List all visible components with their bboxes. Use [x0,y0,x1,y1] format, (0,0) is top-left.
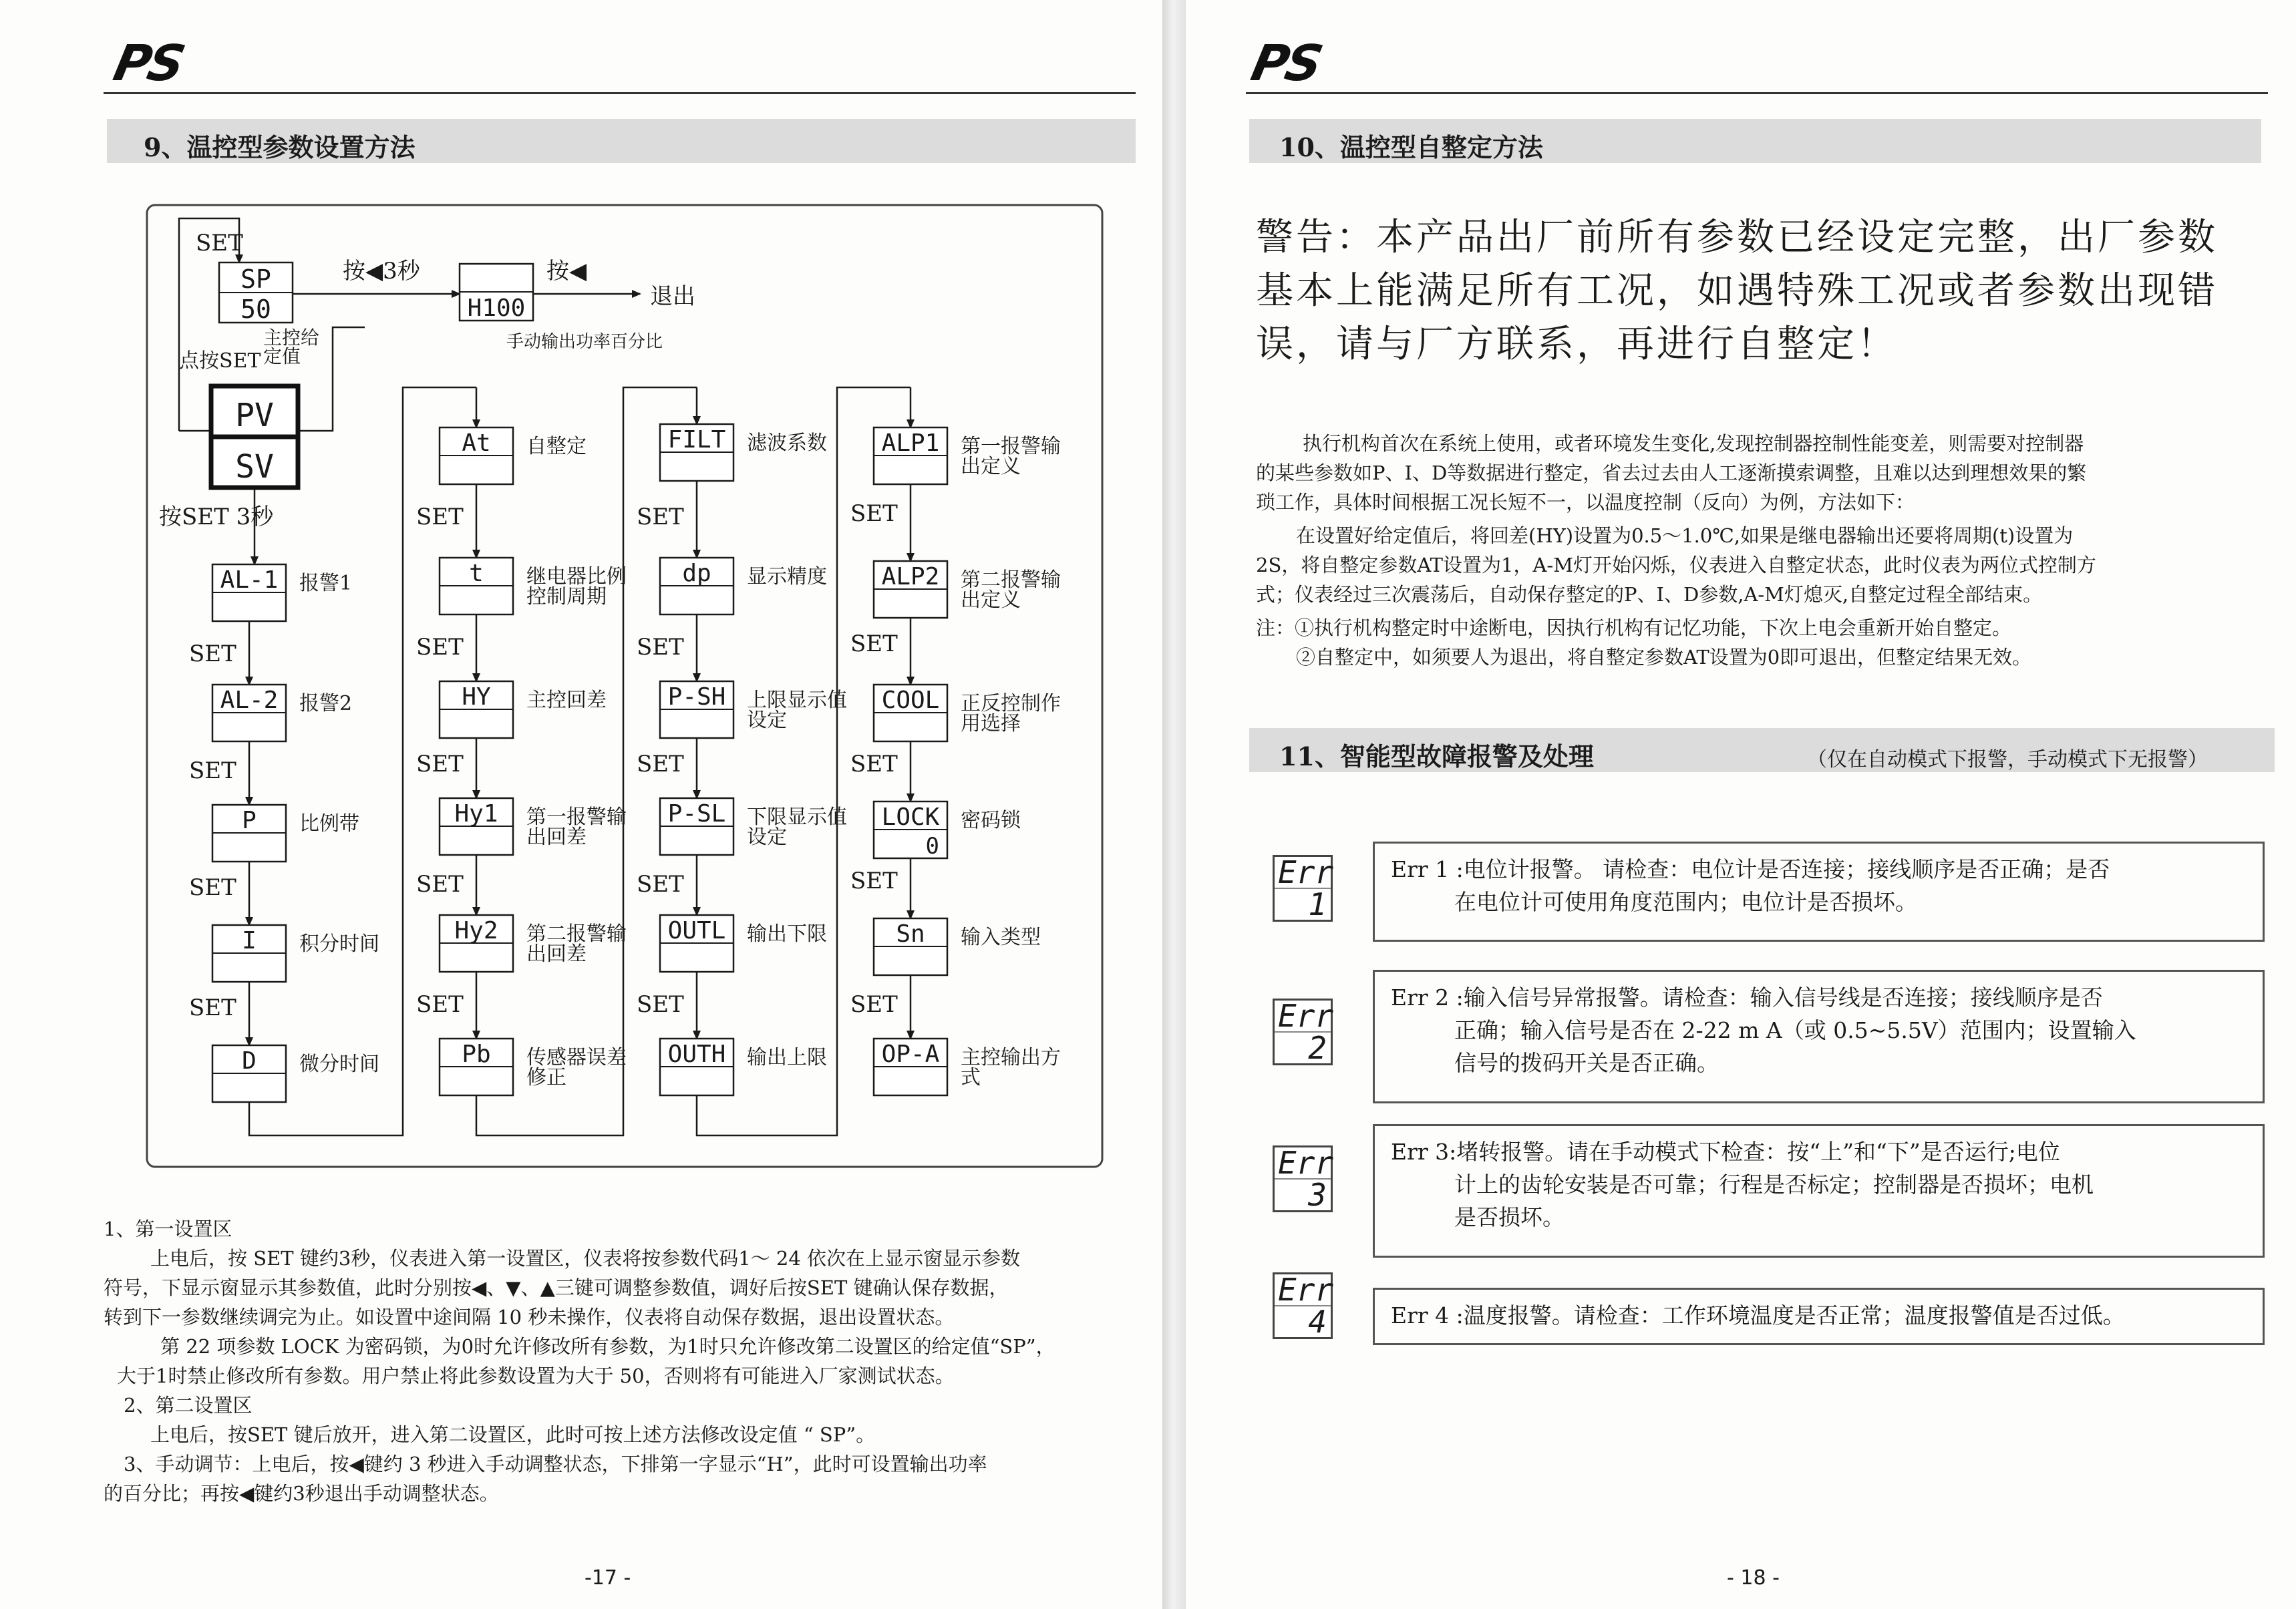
section-11-note: （仅在自动模式下报警，手动模式下无报警） [1807,748,2208,771]
set-label: SET [850,500,898,527]
text-line: 转到下一参数继续调完为止。如设置中途间隔 10 秒未操作，仪表将自动保存数据，退出设置状态。 [104,1306,955,1328]
h100-code: H100 [467,295,526,322]
param-code: OUTL [667,917,726,944]
param-desc: 第一报警输出定义 [961,435,1061,478]
param-code: OP-A [881,1041,940,1068]
set-label: SET [637,634,684,661]
set-label: SET [416,751,464,777]
exit-label: 退出 [650,283,695,310]
text-line: 上电后，按SET 键后放开，进入第二设置区，此时可按上述方法修改设定值 “ SP”。 [150,1423,876,1446]
press-set-3s-label: 按SET 3秒 [159,504,274,530]
err1-display-icon: Err 1 [1273,855,1333,922]
set-label: SET [637,991,684,1018]
err2-line: Err 2 :输入信号异常报警。请检查：输入信号线是否连接；接线顺序是否 [1391,985,2103,1011]
param-code: COOL [881,687,940,714]
click-set-label: 点按SET [179,349,261,373]
err3-line: 是否损坏。 [1454,1204,1565,1230]
book-spine [1162,0,1186,1609]
brand-logo: PS [1246,35,1325,92]
param-desc: 第二报警输出回差 [526,922,627,966]
text-line: 琐工作，具体时间根据工况长短不一，以温度控制（反向）为例，方法如下： [1256,491,1915,514]
warning-line: 误，请与厂方联系，再进行自整定！ [1256,323,1897,366]
set-label: SET [189,995,236,1021]
err1-line: Err 1 :电位计报警。 请检查：电位计是否连接；接线顺序是否正确；是否 [1391,856,2110,882]
text-line: 3、手动调节：上电后，按◀键约 3 秒进入手动调整状态，下排第一字显示“H”，此时可设置输出功率 [124,1453,987,1475]
brand-logo: PS [108,35,188,92]
param-desc: 滤波系数 [747,431,827,455]
text-line: 符号，下显示窗显示其参数值，此时分别按◀、▼、▲三键可调整参数值，调好后按SET 键确认保存数据， [104,1276,1009,1299]
text-line: 注：①执行机构整定时中途断电，因执行机构有记忆功能，下次上电会重新开始自整定。 [1256,616,2012,639]
set-label: SET [850,751,898,777]
param-desc: 主控回差 [526,689,607,712]
text-line: 2S，将自整定参数AT设置为1，A-M灯开始闪烁，仪表进入自整定状态，此时仪表为两位式控制方 [1256,554,2096,576]
err3-description-box [1373,1124,2265,1258]
err4-line: Err 4 :温度报警。请检查：工作环境温度是否正常；温度报警值是否过低。 [1391,1302,2125,1328]
set-label: SET [189,757,236,784]
param-code: Hy1 [454,800,498,828]
param-code: t [469,560,484,587]
warning-line: 基本上能满足所有工况，如遇特殊工况或者参数出现错 [1256,269,2218,313]
param-code: D [242,1047,257,1075]
set-label: SET [850,991,898,1018]
set-label: SET [850,631,898,657]
err1-description-box [1373,842,2265,942]
press-left-label: 按◀ [546,258,587,285]
param-desc: 输入类型 [961,926,1041,949]
param-desc: 输出上限 [747,1046,827,1069]
set-label: SET [416,991,464,1018]
text-line: ②自整定中，如须要人为退出，将自整定参数AT设置为0即可退出，但整定结果无效。 [1296,646,2032,669]
sp-code: SP [240,264,271,294]
page-number: -17 - [585,1566,631,1590]
section-11-title: 11、智能型故障报警及处理 [1279,741,1594,771]
set-label: SET [637,751,684,777]
set-label: SET [189,874,236,901]
section-10-title: 10、温控型自整定方法 [1279,132,1543,162]
param-code: ALP1 [881,429,940,457]
param-desc: 自整定 [526,435,587,458]
err3-line: Err 3:堵转报警。请在手动模式下检查：按“上”和“下”是否运行;电位 [1391,1139,2060,1165]
param-desc: 比例带 [299,812,359,836]
sp-note: 主控给定值 [263,327,320,367]
set-label: SET [637,504,684,530]
param-desc: 密码锁 [961,809,1021,832]
right-page [1186,0,2296,1609]
text-line: 执行机构首次在系统上使用，或者环境发生变化,发现控制器控制性能变差，则需要对控制器 [1303,432,2084,455]
param-desc: 积分时间 [299,932,379,956]
err4-display-icon: Err 4 [1273,1272,1333,1339]
warning-line: 警告：本产品出厂前所有参数已经设定完整，出厂参数 [1256,216,2218,259]
param-desc: 下限显示值设定 [747,806,847,849]
err3-line: 计上的齿轮安装是否可靠；行程是否标定；控制器是否损坏；电机 [1454,1172,2094,1198]
sp-value: 50 [240,295,271,324]
set-label: SET [416,504,464,530]
param-code: AL-1 [220,566,279,594]
press-left-3s-label: 按◀3秒 [343,258,420,285]
param-desc: 报警2 [299,692,353,715]
err2-line: 信号的拨码开关是否正确。 [1454,1050,1719,1076]
text-line: 1、第一设置区 [104,1218,232,1240]
text-line: 上电后，按 SET 键约3秒，仪表进入第一设置区，仪表将按参数代码1～ 24 依次在上显示窗显示参数 [150,1247,1021,1270]
err1-line: 在电位计可使用角度范围内；电位计是否损坏。 [1454,889,1917,915]
param-code: P-SH [667,683,726,711]
param-code: LOCK [881,803,940,831]
set-label: SET [196,230,243,256]
param-desc: 传感器误差修正 [526,1046,627,1089]
set-label: SET [850,868,898,894]
manual-note: 手动输出功率百分比 [506,332,663,352]
err4-description-box [1373,1288,2265,1345]
param-desc: 显示精度 [747,565,827,588]
param-desc: 第二报警输出定义 [961,568,1061,612]
set-label: SET [637,871,684,898]
param-code: Pb [462,1041,491,1068]
set-label: SET [416,871,464,898]
param-code: P [242,807,257,834]
err3-display-icon: Err 3 [1273,1145,1333,1212]
set-label: SET [416,634,464,661]
param-desc: 上限显示值设定 [747,689,847,732]
param-code: At [462,429,491,457]
param-code: ALP2 [881,563,940,590]
err2-description-box [1373,970,2265,1103]
sv-label: SV [235,448,274,486]
param-desc: 第一报警输出回差 [526,806,627,849]
param-code: HY [462,683,491,711]
page-number: - 18 - [1727,1566,1780,1590]
err2-line: 正确；输入信号是否在 2-22 m A（或 0.5~5.5V）范围内；设置输入 [1454,1017,2136,1043]
text-line: 的百分比；再按◀键约3秒退出手动调整状态。 [104,1482,499,1505]
section-9-title: 9、温控型参数设置方法 [144,132,416,162]
param-code: Sn [896,920,925,948]
set-label: SET [189,641,236,667]
param-value: 0 [925,833,939,860]
text-line: 2、第二设置区 [124,1394,253,1417]
param-desc: 微分时间 [299,1053,379,1076]
param-code: AL-2 [220,687,279,714]
param-desc: 继电器比例控制周期 [526,565,627,608]
text-line: 在设置好给定值后，将回差(HY)设置为0.5～1.0℃,如果是继电器输出还要将周期(t)设置为 [1296,524,2074,547]
header-rule [1246,92,2268,94]
param-desc: 报警1 [299,572,353,595]
param-code: FILT [667,426,726,454]
text-line: 式；仪表经过三次震荡后，自动保存整定的P、I、D参数,A-M灯熄灭,自整定过程全部结束。 [1256,583,2043,606]
param-code: P-SL [667,800,726,828]
param-desc: 主控输出方式 [961,1046,1061,1089]
pv-label: PV [235,397,274,434]
parameter-flow-diagram [146,204,1108,1172]
text-line: 第 22 项参数 LOCK 为密码锁，为0时允许修改所有参数，为1时只允许修改第二设置区的给定值“SP”， [160,1335,1055,1358]
param-desc: 正反控制作用选择 [961,692,1061,735]
header-rule [104,92,1136,94]
param-code: dp [682,560,711,587]
param-code: Hy2 [454,917,498,944]
param-desc: 输出下限 [747,922,827,946]
text-line: 大于1时禁止修改所有参数。用户禁止将此参数设置为大于 50，否则将有可能进入厂家测试状态。 [117,1365,955,1387]
text-line: 的某些参数如P、I、D等数据进行整定，省去过去由人工逐渐摸索调整，且难以达到理想效果的繁 [1256,462,2087,484]
param-code: OUTH [667,1041,726,1068]
err2-display-icon: Err 2 [1273,999,1333,1065]
param-code: I [242,927,257,954]
